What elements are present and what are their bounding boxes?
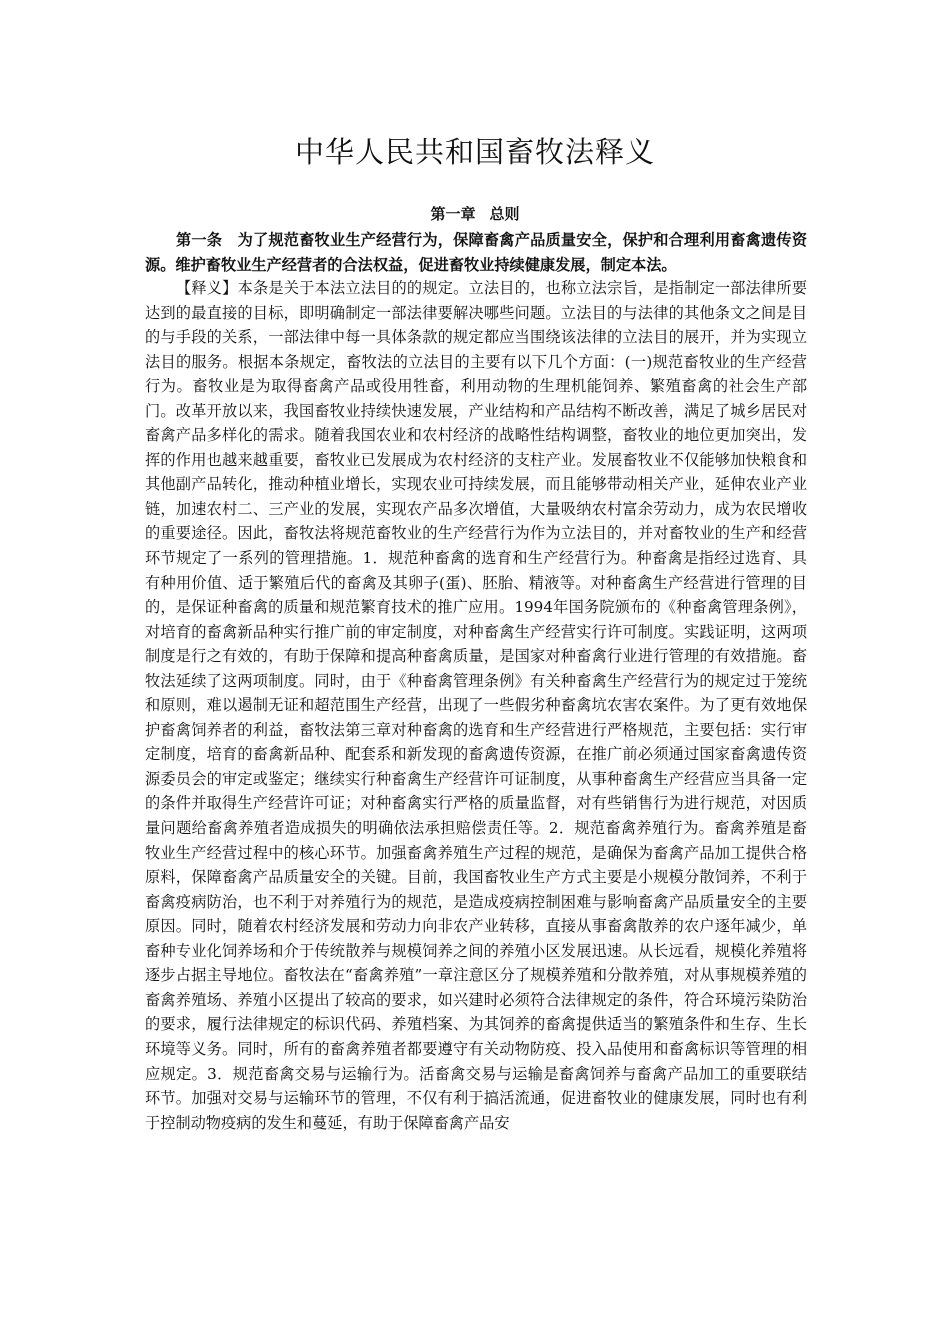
chapter-number: 第一章	[430, 205, 476, 223]
article-one-text: 第一条 为了规范畜牧业生产经营行为，保障畜禽产品质量安全，保护和合理利用畜禽遗传资源。维护畜牧业生产经营者的合法权益，促进畜牧业持续健康发展，制定本法。	[145, 231, 807, 274]
chapter-heading	[0, 203, 950, 225]
explanation-paragraph: 【释义】本条是关于本法立法目的的规定。立法目的，也称立法宗旨，是指制定一部法律所要达到的最直接的目标，即明确制定一部法律要解决哪些问题。立法目的与法律的其他条文之间是目的与手段的关系，一部法律中每一具体条款的规定都应当围绕该法律的立法目的展开，并为实现立法目的服务。根据本条规定，畜牧法的立法目的主要有以下几个方面：(一)规范畜牧业的生产经营行为。畜牧业是为取得畜禽产品或役用牲畜，利用动物的生理机能饲养、繁殖畜禽的社会生产部门。改革开放以来，我国畜牧业持续快速发展，产业结构和产品结构不断改善，满足了城乡居民对畜禽产品多样化的需求。随着我国农业和农村经济的战略性结构调整，畜牧业的地位更加突出，发挥的作用也越来越重要，畜牧业已发展成为农村经济的支柱产业。发展畜牧业不仅能够加快粮食和其他副产品转化，推动种植业增长，实现农业可持续发展，而且能够带动相关产业，延伸农业产业链，加速农村二、三产业的发展，实现农产品多次增值，大量吸纳农村富余劳动力，成为农民增收的重要途径。因此，畜牧法将规范畜牧业的生产经营行为作为立法目的，并对畜牧业的生产和经营环节规定了一系列的管理措施。1．规范种畜禽的选育和生产经营行为。种畜禽是指经过选育、具有种用价值、适于繁殖后代的畜禽及其卵子(蛋)、胚胎、精液等。对种畜禽生产经营进行管理的目的，是保证种畜禽的质量和规范繁育技术的推广应用。1994年国务院颁布的《种畜禽管理条例》，对培育的畜禽新品种实行推广前的审定制度，对种畜禽生产经营实行许可制度。实践证明，这两项制度是行之有效的，有助于保障和提高种畜禽质量，是国家对种畜禽行业进行管理的有效措施。畜牧法延续了这两项制度。同时，由于《种畜禽管理条例》有关种畜禽生产经营行为的规定过于笼统和原则，难以遏制无证和超范围生产经营，出现了一些假劣种畜禽坑农害农案件。为了更有效地保护畜禽饲养者的利益，畜牧法第三章对种畜禽的选育和生产经营进行严格规范，主要包括：实行审定制度，培育的畜禽新品种、配套系和新发现的畜禽遗传资源，在推广前必须通过国家畜禽遗传资源委员会的审定或鉴定；继续实行种畜禽生产经营许可证制度，从事种畜禽生产经营应当具备一定的条件并取得生产经营许可证；对种畜禽实行严格的质量监督，对有些销售行为进行规范，对因质量问题给畜禽养殖者造成损失的明确依法承担赔偿责任等。2．规范畜禽养殖行为。畜禽养殖是畜牧业生产经营过程中的核心环节。加强畜禽养殖生产过程的规范，是确保为畜禽产品加工提供合格原料，保障畜禽产品质量安全的关键。目前，我国畜牧业生产方式主要是小规模分散饲养，不利于畜禽疫病防治，也不利于对养殖行为的规范，是造成疫病控制困难与影响畜禽产品质量安全的主要原因。同时，随着农村经济发展和劳动力向非农产业转移，直接从事畜禽散养的农户逐年减少，单畜种专业化饲养场和介于传统散养与规模饲养之间的养殖小区发展迅速。从长远看，规模化养殖将逐步占据主导地位。畜牧法在“畜禽养殖”一章注意区分了规模养殖和分散养殖，对从事规模养殖的畜禽养殖场、养殖小区提出了较高的要求，如兴建时必须符合法律规定的条件，符合环境污染防治的要求，履行法律规定的标识代码、养殖档案、为其饲养的畜禽提供适当的繁殖条件和生存、生长环境等义务。同时，所有的畜禽养殖者都要遵守有关动物防疫、投入品使用和畜禽标识等管理的相应规定。3．规范畜禽交易与运输行为。活畜禽交易与运输是畜禽饲养与畜禽产品加工的重要联结环节。加强对交易与运输环节的管理，不仅有利于搞活流通，促进畜牧业的健康发展，同时也有利于控制动物疫病的发生和蔓延，有助于保障畜禽产品安	[145, 279, 807, 1132]
document-title: 中华人民共和国畜牧法释义	[294, 135, 655, 169]
chapter-name: 总则	[489, 205, 520, 223]
